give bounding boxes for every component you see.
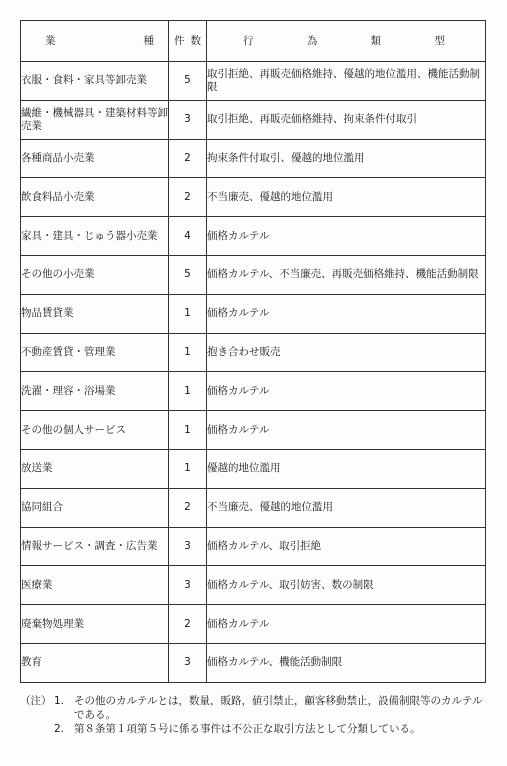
table-row — [21, 372, 486, 411]
count-cell: 1 — [169, 449, 207, 488]
industry-cell: 繊維・機械器具・建築材料等卸売業 — [21, 100, 169, 139]
industry-cell: 不動産賃貸・管理業 — [21, 333, 169, 372]
table-row — [21, 527, 486, 566]
table-row — [21, 411, 486, 450]
industry-cell: 協同組合 — [21, 488, 169, 527]
table-header-row — [21, 21, 486, 62]
industry-cell: 飲食料品小売業 — [21, 178, 169, 217]
count-cell: 2 — [169, 605, 207, 644]
count-cell: 1 — [169, 372, 207, 411]
header-count: 件 数 — [169, 21, 207, 62]
violation-type-cell: 価格カルテル — [207, 605, 486, 644]
table-row — [21, 333, 486, 372]
violation-type-cell: 価格カルテル、機能活動制限 — [207, 643, 486, 682]
violation-type-cell: 価格カルテル、不当廉売、再販売価格維持、機能活動制限 — [207, 255, 486, 294]
count-cell: 3 — [169, 527, 207, 566]
count-cell: 4 — [169, 217, 207, 256]
industry-cell: 家具・建具・じゅう器小売業 — [21, 217, 169, 256]
industry-cell: 教育 — [21, 643, 169, 682]
table-row — [21, 643, 486, 682]
violation-type-cell: 価格カルテル — [207, 217, 486, 256]
violation-type-cell: 優越的地位濫用 — [207, 449, 486, 488]
industry-cell: 医療業 — [21, 566, 169, 605]
count-cell: 5 — [169, 255, 207, 294]
footnote-prefix: （注） — [20, 695, 52, 707]
industry-cell: 衣服・食料・家具等卸売業 — [21, 62, 169, 101]
industry-cell: 洗濯・理容・浴場業 — [21, 372, 169, 411]
footnote-text: その他のカルテルとは，数量，販路，値引禁止，顧客移動禁止，設備制限等のカルテルである。 — [74, 695, 483, 721]
table-row — [21, 255, 486, 294]
count-cell: 1 — [169, 333, 207, 372]
violation-type-cell: 価格カルテル、取引拒絶 — [207, 527, 486, 566]
industry-cell: その他の小売業 — [21, 255, 169, 294]
footnote-1 — [20, 694, 490, 722]
violation-type-cell: 価格カルテル、取引妨害、数の制限 — [207, 566, 486, 605]
table-row — [21, 62, 486, 101]
violation-type-cell: 価格カルテル — [207, 411, 486, 450]
violation-type-cell: 取引拒絶、再販売価格維持、優越的地位濫用、機能活動制限 — [207, 62, 486, 101]
count-cell: 3 — [169, 643, 207, 682]
table-row — [21, 605, 486, 644]
table-row — [21, 100, 486, 139]
count-cell: 3 — [169, 566, 207, 605]
footnotes — [20, 694, 490, 736]
table-row — [21, 217, 486, 256]
violation-type-cell: 価格カルテル — [207, 372, 486, 411]
table-row — [21, 139, 486, 178]
count-cell: 2 — [169, 139, 207, 178]
industry-cell: 放送業 — [21, 449, 169, 488]
violation-type-cell: 不当廉売、優越的地位濫用 — [207, 488, 486, 527]
violation-type-cell: 価格カルテル — [207, 294, 486, 333]
table-row — [21, 449, 486, 488]
header-industry: 業 種 — [21, 21, 169, 62]
violation-type-cell: 取引拒絶、再販売価格維持、拘束条件付取引 — [207, 100, 486, 139]
table-row — [21, 178, 486, 217]
footnote-text: 第８条第１項第５号に係る事件は不公正な取引方法として分類している。 — [74, 723, 421, 735]
violation-type-cell: 抱き合わせ販売 — [207, 333, 486, 372]
header-violation-type: 行 為 類 型 — [207, 21, 486, 62]
count-cell: 2 — [169, 178, 207, 217]
industry-cell: 情報サービス・調査・広告業 — [21, 527, 169, 566]
table-row — [21, 488, 486, 527]
footnote-number: 1. — [54, 695, 65, 707]
count-cell: 2 — [169, 488, 207, 527]
footnote-number: 2. — [54, 723, 65, 735]
count-cell: 3 — [169, 100, 207, 139]
industry-cell: 廃棄物処理業 — [21, 605, 169, 644]
count-cell: 5 — [169, 62, 207, 101]
industry-cell: その他の個人サービス — [21, 411, 169, 450]
footnote-2 — [20, 722, 490, 736]
industry-cell: 各種商品小売業 — [21, 139, 169, 178]
violation-type-cell: 拘束条件付取引、優越的地位濫用 — [207, 139, 486, 178]
industry-cell: 物品賃貸業 — [21, 294, 169, 333]
table-row — [21, 566, 486, 605]
violation-type-cell: 不当廉売、優越的地位濫用 — [207, 178, 486, 217]
table-row — [21, 294, 486, 333]
count-cell: 1 — [169, 294, 207, 333]
violations-table — [20, 20, 486, 683]
count-cell: 1 — [169, 411, 207, 450]
